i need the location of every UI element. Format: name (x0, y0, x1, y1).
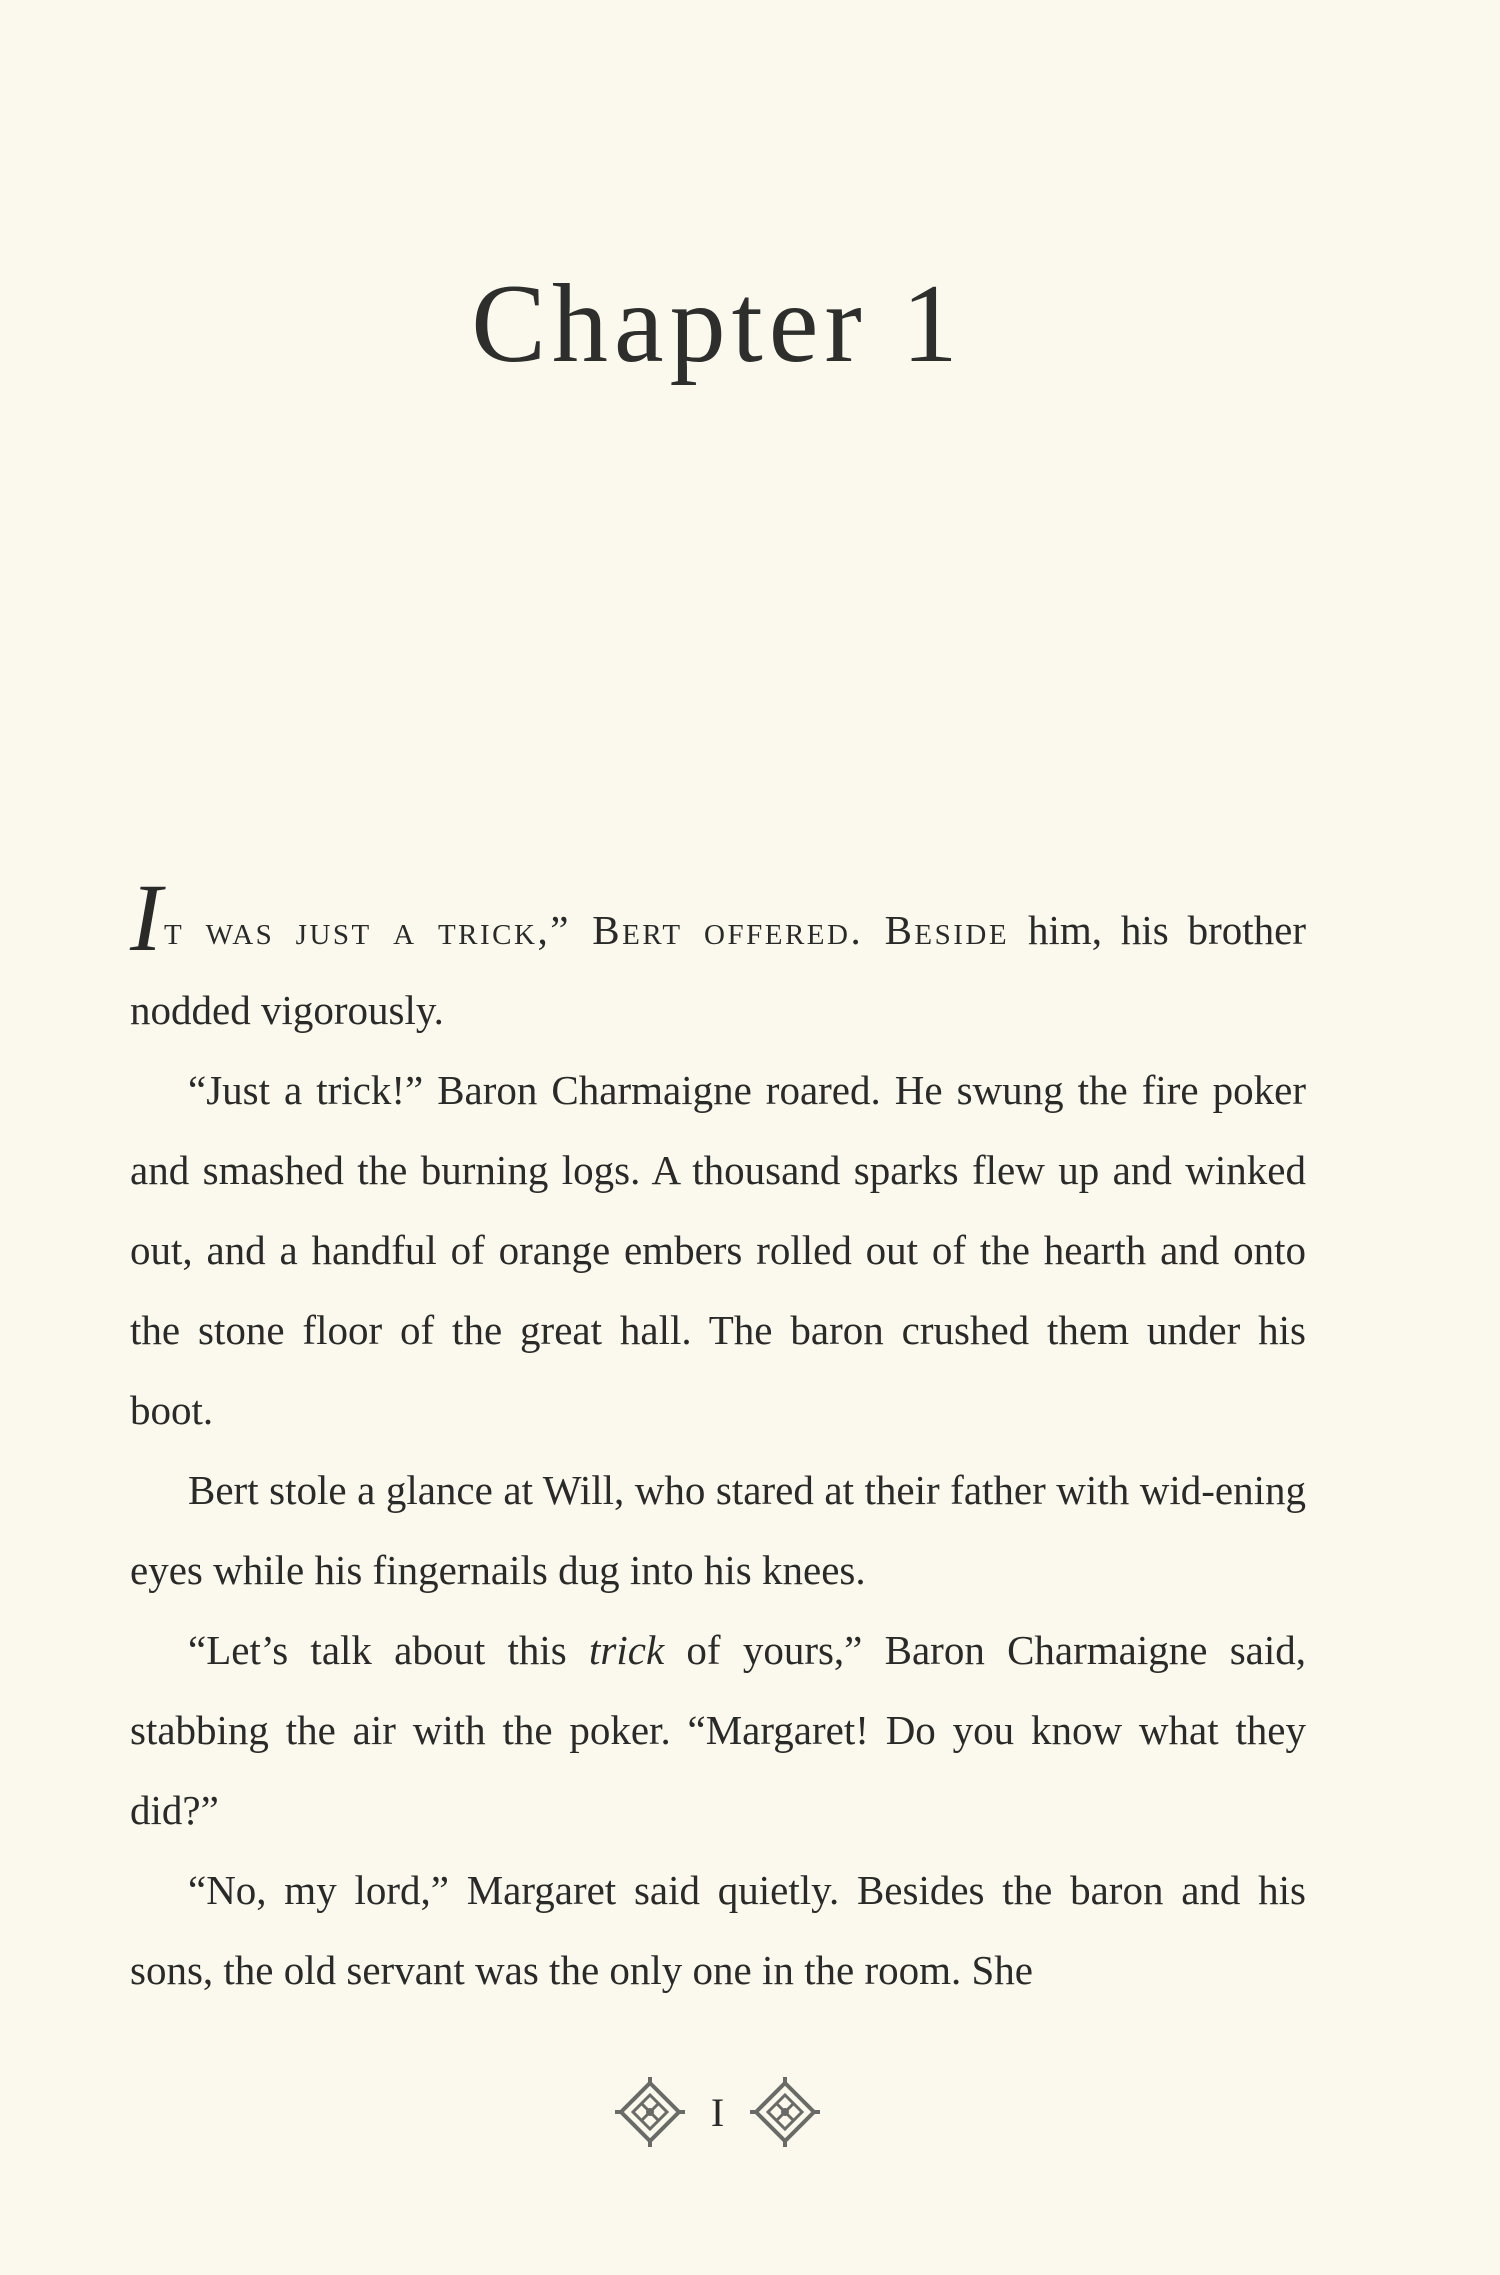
diamond-ornament-icon (615, 2077, 685, 2147)
paragraph-4-before: “Let’s talk about this (188, 1627, 590, 1673)
paragraph-1 (130, 864, 1306, 1050)
paragraph-4 (130, 1610, 1306, 1850)
paragraph-1-text: him, his brother nodded vigorously. (130, 907, 1306, 1033)
diamond-ornament-icon (750, 2077, 820, 2147)
chapter-title: Chapter 1 (471, 262, 964, 386)
chapter-body (130, 864, 1307, 2010)
paragraph-3: Bert stole a glance at Will, who stared at their father with wid-ening eyes while his fingernails dug into his knees. (130, 1467, 1306, 1593)
drop-cap: I (130, 864, 162, 971)
paragraph-4-after: of yours,” Baron Charmaigne said, stabbing the air with the poker. “Margaret! Do you know what they did?” (130, 1627, 1307, 1833)
lead-in-smallcaps: t was just a trick,” Bert offered. Beside (163, 907, 1010, 953)
emphasis-trick: trick (589, 1627, 665, 1673)
paragraph-2: “Just a trick!” Baron Charmaigne roared. He swung the fire poker and smashed the burning logs. A thousand sparks flew up and winked out, and a handful of orange embers rolled out of the hearth and onto the stone floor of the great hall. The baron crushed them under his boot. (130, 1067, 1306, 1433)
paragraph-5: “No, my lord,” Margaret said quietly. Besides the baron and his sons, the old servant was the only one in the room. She (130, 1867, 1306, 1993)
page-footer (0, 2077, 1435, 2147)
page-number: I (710, 2089, 725, 2135)
